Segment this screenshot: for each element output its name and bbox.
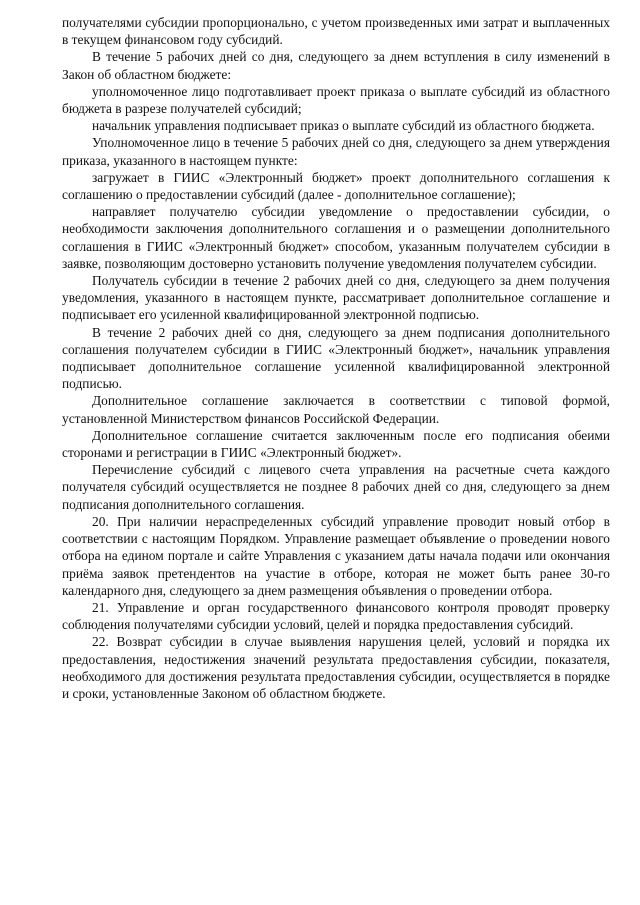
paragraph-item-22: 22. Возврат субсидии в случае выявления нарушения целей, условий и порядка их предоставления, недостижения значений результата предоставления субсидии, показателя, необходимого для достижения результата предоставления субсидии, осуществляется в порядке и сроки, установленные Законом об областном бюджете. [62,634,610,701]
paragraph: направляет получателю субсидии уведомление о предоставлении субсидии, о необходимости заключения дополнительного соглашения и о размещении дополнительного соглашения в ГИИС «Электронный бюджет» способом, указанным получателем субсидии в заявке, позволяющим достоверно установить получение уведомления получателем субсидии. [62,204,610,271]
paragraph: В течение 2 рабочих дней со дня, следующего за днем подписания дополнительного соглашения получателем субсидии в ГИИС «Электронный бюджет», начальник управления подписывает дополнительное соглашение усиленной квалифицированной электронной подписью. [62,324,610,392]
paragraph: Дополнительное соглашение считается заключенным после его подписания обеими сторонами и регистрации в ГИИС «Электронный бюджет». [62,427,610,461]
paragraph: Дополнительное соглашение заключается в соответствии с типовой формой, установленной Министерством финансов Российской Федерации. [62,393,610,426]
paragraph: загружает в ГИИС «Электронный бюджет» проект дополнительного соглашения к соглашению о предоставлении субсидий (далее - дополнительное соглашение); [62,169,610,203]
paragraph-item-21: 21. Управление и орган государственного финансового контроля проводят проверку соблюдения получателями субсидии условий, целей и порядка предоставления субсидий. [62,599,610,633]
paragraph: Перечисление субсидий с лицевого счета управления на расчетные счета каждого получателя субсидий осуществляется не позднее 8 рабочих дней со дня, следующего за днем подписания дополнительного соглашения. [62,462,610,512]
paragraph-continuation: получателями субсидии пропорционально, с учетом произведенных ими затрат и выплаченных в текущем финансовом году субсидий. [62,15,610,48]
document-page [62,14,610,702]
paragraph: В течение 5 рабочих дней со дня, следующего за днем вступления в силу изменений в Закон об областном бюджете: [62,49,610,82]
paragraph: начальник управления подписывает приказ о выплате субсидий из областного бюджета. [92,118,595,134]
paragraph: Уполномоченное лицо в течение 5 рабочих дней со дня, следующего за днем утверждения приказа, указанного в настоящем пункте: [62,135,610,168]
paragraph: уполномоченное лицо подготавливает проект приказа о выплате субсидий из областного бюджета в разрезе получателей субсидий; [62,83,610,117]
paragraph-item-20: 20. При наличии нераспределенных субсидий управление проводит новый отбор в соответствии с настоящим Порядком. Управление размещает объявление о проведении нового отбора на едином портале и сайте Управления с указанием даты начала подачи или окончания приёма заявок претендентов на участие в отборе, которая не может быть ранее 30-го календарного дня, следующего за днем размещения объявления о проведении отбора. [62,513,610,598]
paragraph: Получатель субсидии в течение 2 рабочих дней со дня, следующего за днем получения уведомления, указанного в настоящем пункте, рассматривает дополнительное соглашение и подписывает его усиленной квалифицированной электронной подписью. [62,273,610,323]
